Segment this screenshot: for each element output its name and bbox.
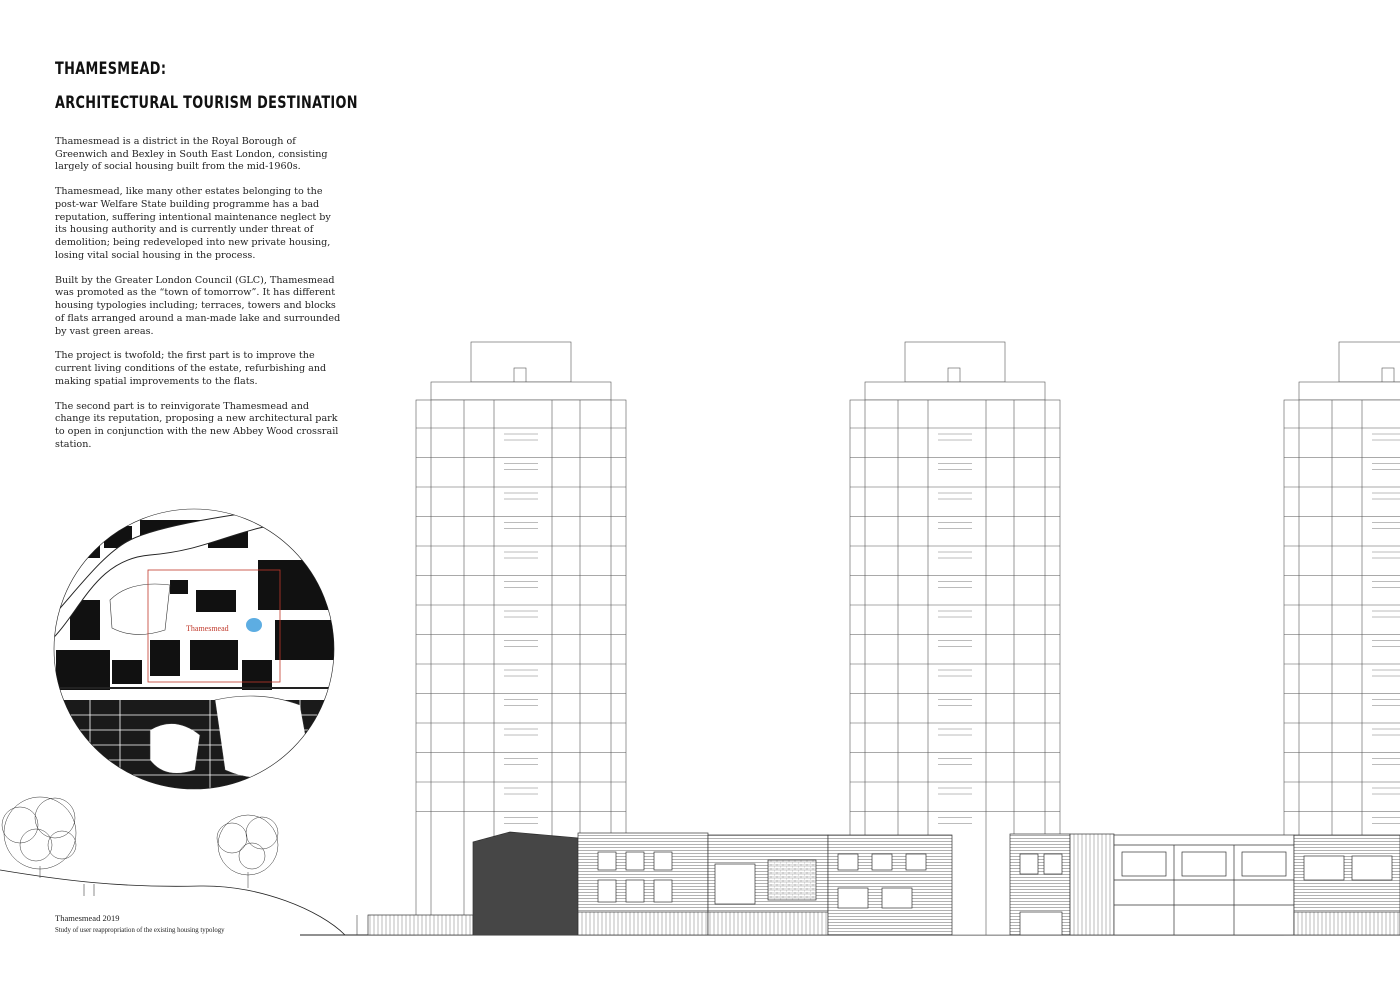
intro-paragraph-4: The project is twofold; the first part is to improve the current living conditions of the estate, refurbishing and making spatial improvements to the flats. [55,350,327,387]
tree-middle [217,815,278,888]
intro-paragraph-2: Thamesmead, like many other estates belonging to the post-war Welfare State building programme has a bad reputation, suffering intentional maintenance neglect by its housing authority and is currently under threat of demolition; being redeveloped into new private housing, losing vital social housing in the process. [55,186,331,261]
caption-subtitle: Study of user reappropriation of the existing housing typology [55,927,225,934]
figure-caption [55,911,225,937]
map-label: Thamesmead [186,624,229,633]
terrace-housing [368,832,1400,935]
intro-paragraph-1: Thamesmead is a district in the Royal Borough of Greenwich and Bexley in South East London, consisting largely of social housing built from the mid-1960s. [55,136,328,173]
intro-paragraph-5: The second part is to reinvigorate Thamesmead and change its reputation, proposing a new architectural park to open in conjunction with the new Abbey Wood crossrail station. [55,400,339,450]
location-map [40,505,340,795]
caption-title: Thamesmead 2019 [55,913,120,923]
tree-left [2,797,76,878]
map-lake [246,618,262,632]
intro-paragraph-3: Built by the Greater London Council (GLC), Thamesmead was promoted as the “town of tomorrow”. It has different housing typologies including; terraces, towers and blocks of flats arranged around a man-made lake and surrounded by vast green areas. [55,274,341,337]
title-line-1: THAMESMEAD: [55,59,167,79]
title-line-2: ARCHITECTURAL TOURISM DESTINATION [55,93,358,113]
